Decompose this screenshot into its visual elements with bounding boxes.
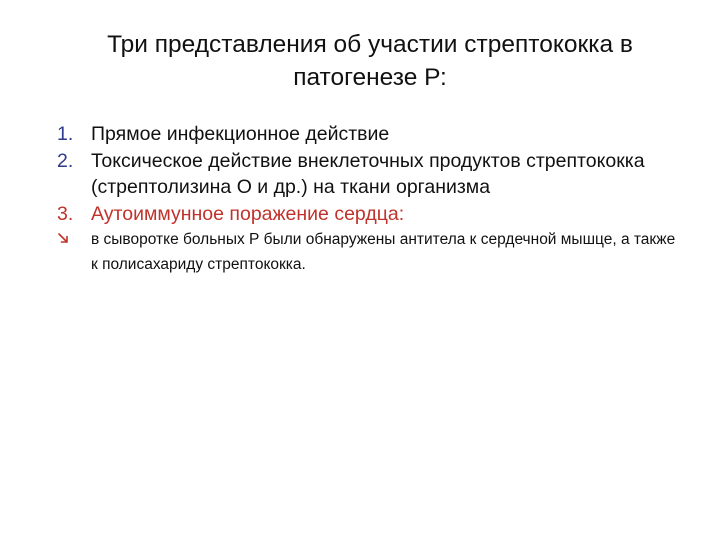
list-item-1: [57, 121, 677, 148]
sub-bullet: [57, 228, 677, 277]
list-number: 3.: [57, 202, 74, 225]
slide-title: Три представления об участии стрептококка в патогенезе Р:: [107, 31, 633, 91]
list-item-text: Прямое инфекционное действие: [91, 123, 390, 145]
numbered-list: [57, 121, 677, 277]
list-number: 2.: [57, 149, 74, 172]
list-number: 1.: [57, 123, 74, 145]
list-item-3: [57, 201, 677, 228]
list-item-2: [57, 148, 677, 201]
list-item-text: Аутоиммунное поражение сердца:: [91, 202, 405, 225]
list-item-text: Токсическое действие внеклеточных продуктов стрептококка (стрептолизина О и др.) на ткани организма: [91, 149, 645, 198]
sub-bullet-text: в сыворотке больных Р были обнаружены антитела к сердечной мышце, а также к полисахариду стрептококка.: [91, 231, 676, 273]
arrow-down-right-icon: [57, 228, 91, 244]
